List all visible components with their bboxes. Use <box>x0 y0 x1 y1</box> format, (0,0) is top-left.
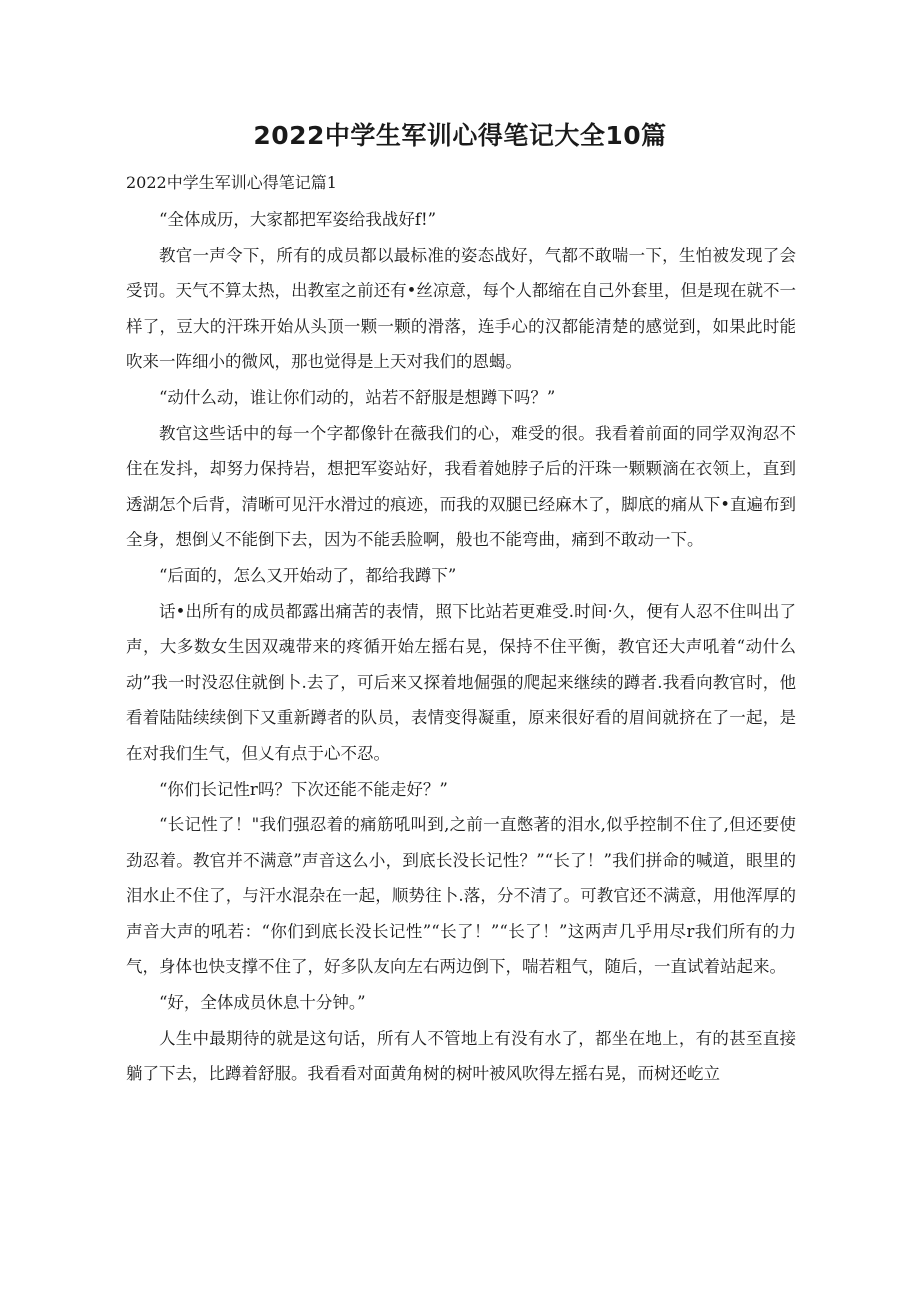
section-heading: 2022中学生军训心得笔记篇1 <box>126 173 337 192</box>
paragraph: 教官一声令下，所有的成员都以最标准的姿态战好，气都不敢喘一下，生怕被发现了会受罚。天气不算太热，出教室之前还有•丝凉意，每个人都缩在自己外套里，但是现在就不一样了，豆大的汗珠开始从头顶一颗一颗的滑落，连手心的汉都能清楚的感觉到，如果此时能吹来一阵细小的微风，那也觉得是上天对我们的恩蝎。 <box>126 245 796 372</box>
paragraph: “长记性了！"我们强忍着的痛筋吼叫到,之前一直憋著的泪水,似乎控制不住了,但还要使劲忍着。教官并不满意”声音这么小，到底长没长记性？”“长了！”我们拼命的喊道，眼里的泪水止不住了，与汗水混杂在一起，顺势往卜.落，分不清了。可教官还不满意，用他浑厚的声音大声的吼若：“你们到底长没长记性”“长了！”“长了！”这两声几乎用尽r我们所有的力气，身体也快支撑不住了，好多队友向左右两边倒下，喘若粗气，随后，一直试着站起来。 <box>126 815 796 977</box>
paragraph: “全体成历，大家都把军姿给我战好f!” <box>159 210 437 229</box>
paragraph: “动什么动，谁让你们动的，站若不舒服是想蹲下吗？” <box>159 387 556 407</box>
paragraph: 人生中最期待的就是这句话，所有人不管地上有没有水了，都坐在地上，有的甚至直接躺了下去，比蹲着舒服。我看看对面黄角树的树叶被风吹得左摇右晃，而树还屹立 <box>126 1028 796 1084</box>
document-body <box>126 202 796 1092</box>
paragraph: “后面的，怎么又开始动了，都给我蹲下” <box>159 565 457 585</box>
paragraph: “好，全体成员休息十分钟。” <box>159 993 366 1013</box>
paragraph: 话•出所有的成员都露出痛苦的表情，照下比站若更难受.时间·久，便有人忍不住叫出了声，大多数女生因双魂带来的疼循开始左摇右晃，保持不住平衡，教官还大声吼着“动什么动”我一时没忍住就倒卜.去了，可后来又探着地倔强的爬起来继续的蹲者.我看向教官时，他看着陆陆续续倒下又重新蹲者的队员，表情变得凝重，原来很好看的眉间就挤在了一起，是在对我们生气，但乂有点于心不忍。 <box>126 601 796 763</box>
paragraph: 教官这些话中的每一个字都像针在薇我们的心，难受的很。我看着前面的同学双洵忍不住在发抖，却努力保持岩，想把军姿站好，我看着她脖子后的汗珠一颗颗滴在衣领上，直到透湖怎个后背，清晰可见汗水滑过的痕迹，而我的双腿已经麻木了，脚底的痛从下•直遍布到全身，想倒乂不能倒下去，因为不能丢脸啊，般也不能弯曲，痛到不敢动一下。 <box>126 423 796 550</box>
paragraph: “你们长记性r吗？下次还能不能走好？” <box>159 779 448 799</box>
document-title: 2022中学生军训心得笔记大全10篇 <box>253 121 667 150</box>
